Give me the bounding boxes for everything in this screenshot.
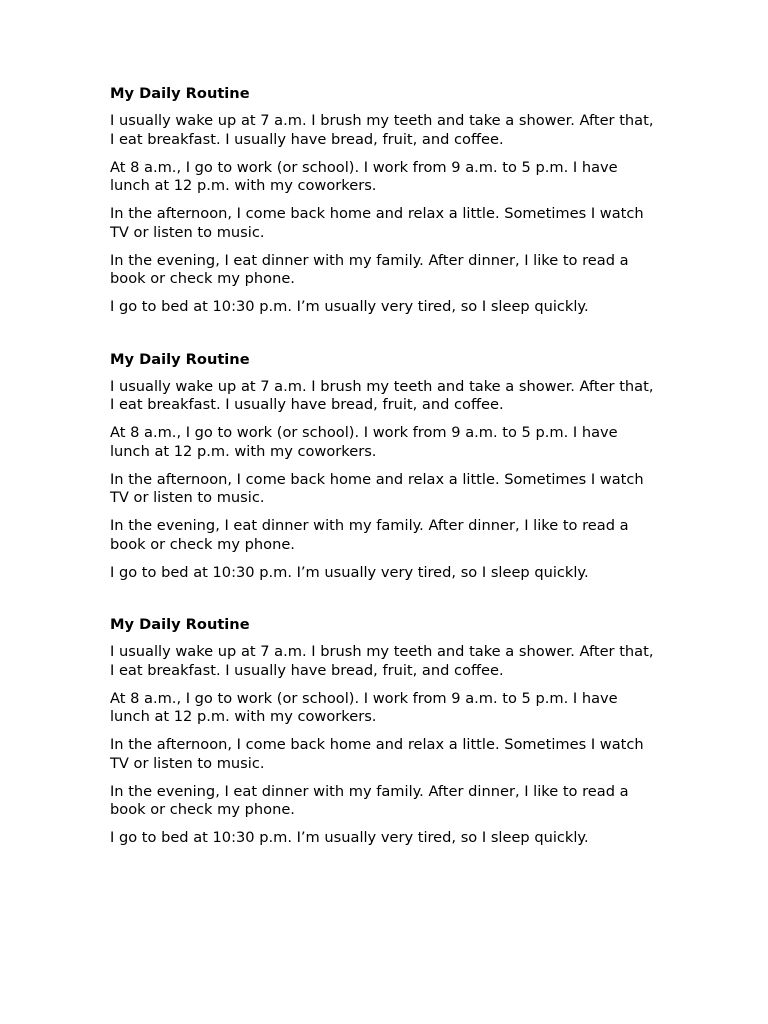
paragraph-work: At 8 a.m., I go to work (or school). I work from 9 a.m. to 5 p.m. I have lunch at 12 p.m. with my coworkers.: [110, 158, 618, 194]
section-title: My Daily Routine: [110, 350, 250, 368]
routine-section-3: [110, 615, 658, 848]
document-page: [110, 84, 658, 848]
paragraph-morning: I usually wake up at 7 a.m. I brush my teeth and take a shower. After that, I eat breakfast. I usually have bread, fruit, and coffee.: [110, 643, 654, 679]
routine-section-1: [110, 84, 658, 317]
section-title: My Daily Routine: [110, 616, 250, 633]
paragraph-morning: I usually wake up at 7 a.m. I brush my teeth and take a shower. After that, I eat breakfast. I usually have bread, fruit, and coffee.: [110, 377, 654, 413]
paragraph-bedtime: I go to bed at 10:30 p.m. I’m usually very tired, so I sleep quickly.: [110, 298, 589, 315]
paragraph-work: At 8 a.m., I go to work (or school). I work from 9 a.m. to 5 p.m. I have lunch at 12 p.m. with my coworkers.: [110, 689, 618, 725]
section-title: My Daily Routine: [110, 85, 250, 102]
routine-section-2: [110, 350, 658, 583]
paragraph-afternoon: In the afternoon, I come back home and relax a little. Sometimes I watch TV or listen to music.: [110, 736, 644, 772]
paragraph-bedtime: I go to bed at 10:30 p.m. I’m usually very tired, so I sleep quickly.: [110, 563, 589, 581]
paragraph-bedtime: I go to bed at 10:30 p.m. I’m usually very tired, so I sleep quickly.: [110, 829, 589, 846]
paragraph-evening: In the evening, I eat dinner with my family. After dinner, I like to read a book or check my phone.: [110, 517, 629, 553]
paragraph-evening: In the evening, I eat dinner with my family. After dinner, I like to read a book or check my phone.: [110, 251, 629, 287]
paragraph-afternoon: In the afternoon, I come back home and relax a little. Sometimes I watch TV or listen to music.: [110, 205, 644, 241]
paragraph-morning: I usually wake up at 7 a.m. I brush my teeth and take a shower. After that, I eat breakfast. I usually have bread, fruit, and coffee.: [110, 112, 654, 148]
paragraph-afternoon: In the afternoon, I come back home and relax a little. Sometimes I watch TV or listen to music.: [110, 470, 644, 506]
paragraph-evening: In the evening, I eat dinner with my family. After dinner, I like to read a book or check my phone.: [110, 782, 629, 818]
paragraph-work: At 8 a.m., I go to work (or school). I work from 9 a.m. to 5 p.m. I have lunch at 12 p.m. with my coworkers.: [110, 424, 618, 460]
